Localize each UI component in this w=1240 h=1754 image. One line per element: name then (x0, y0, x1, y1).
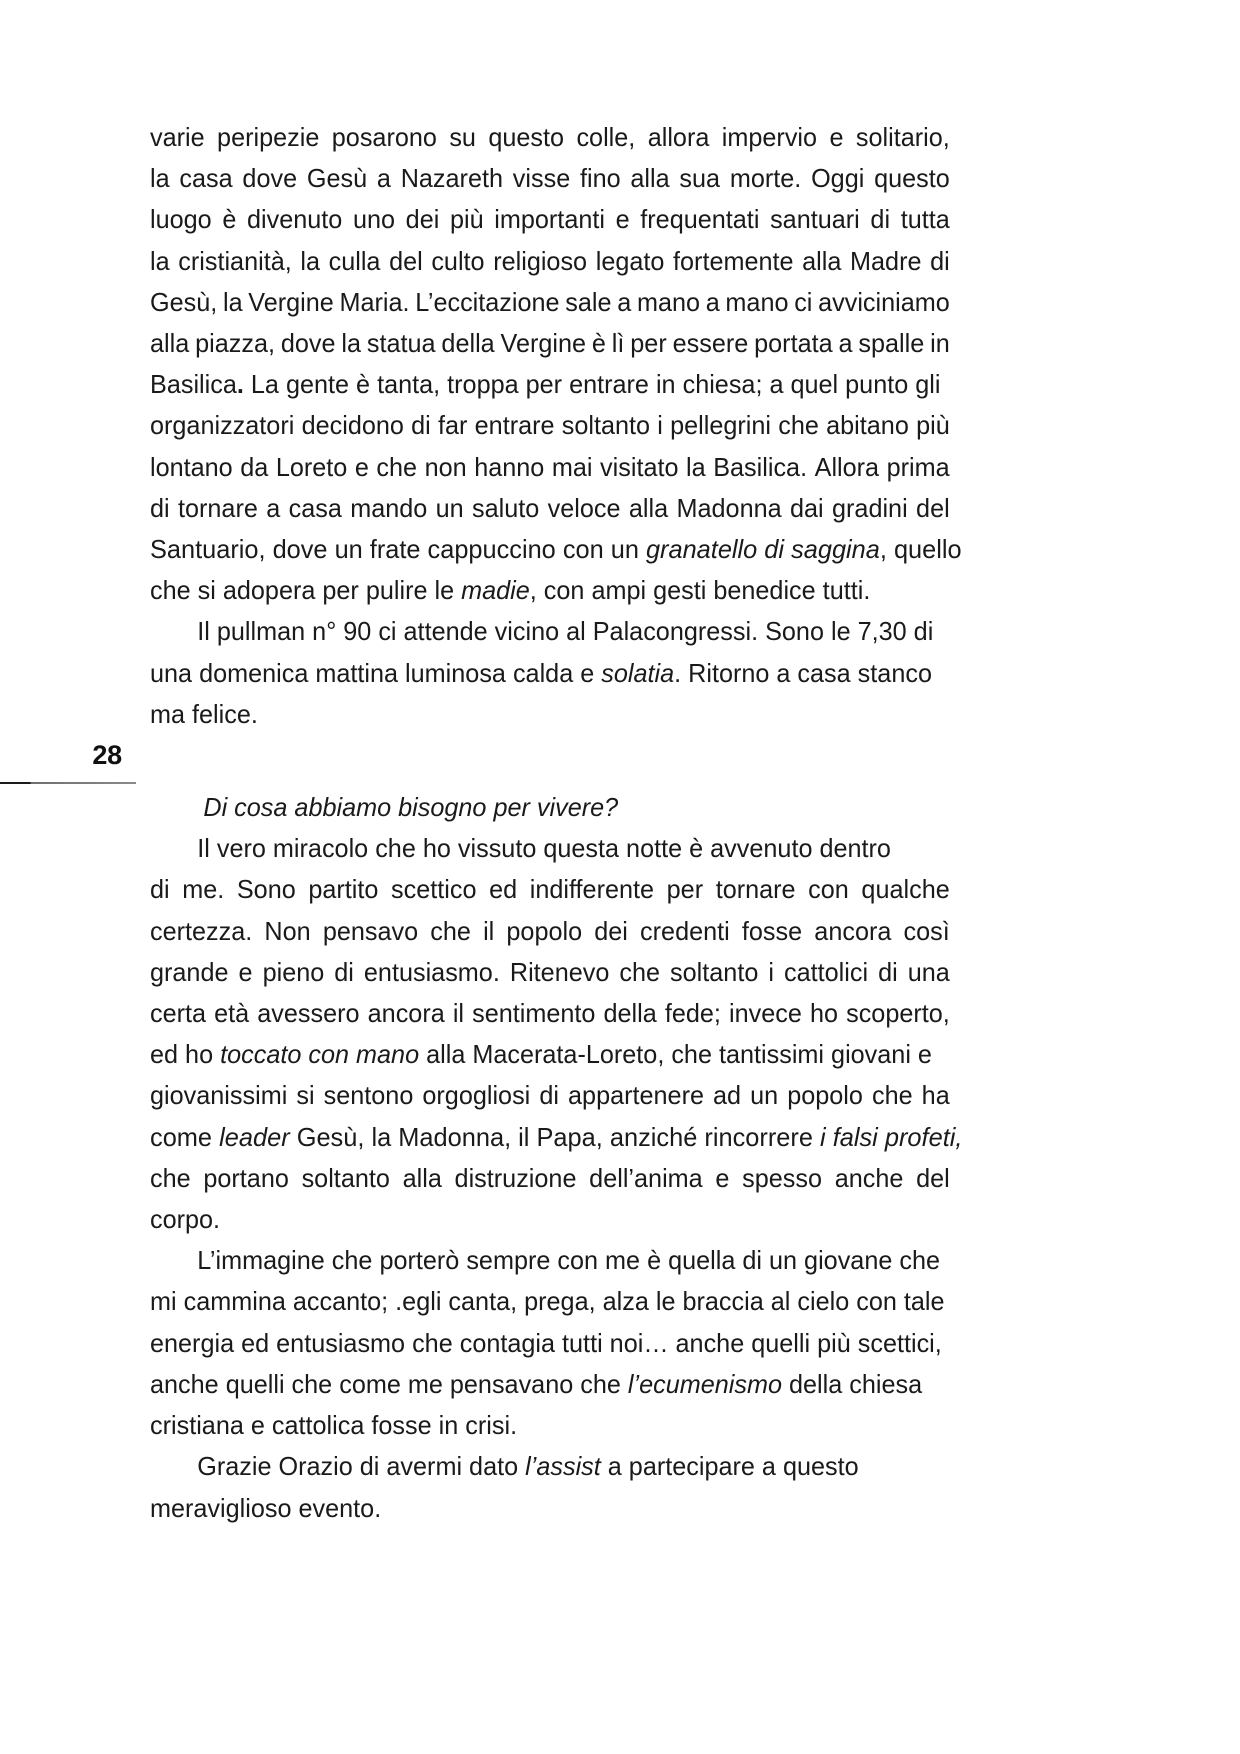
word: sale (565, 288, 612, 317)
section-subheading (156, 788, 956, 829)
word: spalle (858, 330, 925, 359)
word: del (389, 247, 423, 276)
section-gap (150, 736, 962, 788)
text-line (150, 324, 950, 365)
word: alla (802, 247, 842, 276)
word: tornare (715, 876, 796, 905)
word: far (437, 412, 468, 441)
bold-period: . (236, 371, 244, 400)
line-text: cristiana e cattolica fosse in crisi. (150, 1412, 518, 1441)
word: fino (579, 165, 621, 194)
text-line (150, 406, 950, 447)
text-line (150, 571, 950, 612)
text-line (150, 1118, 963, 1159)
word: uno (352, 206, 396, 235)
word: e (829, 124, 844, 152)
line-text-part: Santuario, dove un frate cappuccino con un (150, 536, 646, 565)
word: più (449, 206, 484, 235)
word: ha (921, 1082, 950, 1111)
word: mano (725, 288, 789, 317)
word: mano (636, 288, 701, 317)
text-line (150, 1324, 950, 1365)
word: soltanto (301, 1164, 390, 1193)
line-text-part: della chiesa (782, 1370, 923, 1399)
word: dell’anima (589, 1164, 703, 1193)
word: sentimento (472, 1000, 596, 1029)
word: ci (794, 288, 813, 317)
word: per (666, 876, 704, 905)
word: i (768, 958, 774, 987)
text-line (150, 489, 950, 530)
word: Oggi (811, 165, 865, 194)
page-number: 28 (92, 740, 122, 770)
word: di (870, 206, 891, 235)
italic-phrase: granatello di saggina (645, 536, 880, 565)
word: invece (729, 1000, 802, 1029)
word: me. (182, 876, 225, 905)
line-text: L’immagine che porterò sempre con me è quella di un giovane che (197, 1247, 941, 1276)
word: che (619, 958, 661, 987)
word: del (916, 1164, 950, 1193)
word: alla (630, 165, 670, 194)
word: la (341, 330, 362, 359)
line-text-part: a partecipare a questo (600, 1453, 859, 1482)
text-line (150, 994, 950, 1035)
text-column (150, 118, 962, 1530)
word: orgogliosi (422, 1082, 531, 1111)
word: varie (150, 124, 205, 152)
word: con (808, 876, 849, 905)
paragraph-2 (150, 612, 962, 736)
line-text-part: alla Macerata-Loreto, che tantissimi giovani e (419, 1041, 932, 1070)
folio-rule (0, 782, 136, 784)
word: L’eccitazione (415, 288, 560, 317)
line-text-part: ed ho (150, 1041, 221, 1070)
word: tornare (177, 494, 258, 523)
word: frequentati (640, 206, 760, 235)
text-line (150, 118, 950, 159)
word: ad (713, 1082, 742, 1111)
italic-phrase: i falsi profeti, (820, 1123, 963, 1152)
word: pieno (262, 958, 325, 987)
text-line (150, 1365, 950, 1406)
word: Gesù (306, 165, 368, 194)
word: a (705, 288, 720, 317)
word: è (591, 330, 606, 359)
word: visitato (600, 453, 679, 482)
text-line (150, 1282, 950, 1323)
folio-block (0, 742, 136, 802)
word: anche (834, 1164, 904, 1193)
word: tutta (900, 206, 950, 235)
text-line (150, 829, 950, 870)
word: giovanissimi (150, 1082, 288, 1111)
word: della (603, 1000, 657, 1029)
word: Maria. (339, 288, 410, 317)
word: di (411, 412, 431, 441)
word: la (150, 247, 170, 276)
text-line (150, 448, 950, 489)
text-line (150, 1200, 950, 1241)
word: Madre (850, 247, 922, 276)
word: cristianità, (178, 247, 292, 276)
word: organizzatori (150, 412, 295, 441)
word: Non (264, 917, 311, 946)
word: la (686, 453, 706, 482)
word: e (354, 453, 369, 482)
word: Loreto (275, 453, 348, 482)
word: la (150, 165, 170, 194)
word: grande (150, 958, 229, 987)
word: ancora (367, 1000, 445, 1029)
subheading-text: Di cosa abbiamo bisogno per vivere? (203, 794, 619, 823)
word: ed (489, 876, 518, 905)
word: entusiasmo. (363, 958, 500, 987)
text-line (150, 870, 950, 911)
word: così (903, 917, 950, 946)
word: hanno (474, 453, 545, 482)
word: a (266, 494, 281, 523)
word: di (150, 876, 170, 905)
italic-phrase: l’ecumenismo (627, 1370, 783, 1399)
word: soltanto (561, 412, 651, 441)
word: religioso (493, 247, 588, 276)
word: casa (179, 165, 233, 194)
word: e (715, 1164, 730, 1193)
word: di (930, 247, 950, 276)
italic-phrase: solatia (601, 659, 675, 688)
text-line (150, 1035, 950, 1076)
word: il (483, 917, 495, 946)
word: peripezie (217, 124, 320, 152)
word: sentono (323, 1082, 414, 1111)
line-text: meraviglioso evento. (150, 1494, 382, 1523)
line-text: ma felice. (150, 700, 258, 729)
word: alla (628, 494, 669, 523)
word: credenti (640, 917, 730, 946)
word: legato (595, 247, 665, 276)
word: piazza, (195, 330, 275, 359)
word: della (441, 330, 495, 359)
word: certa (150, 1000, 207, 1029)
word: cattolici (783, 958, 869, 987)
word: una (907, 958, 950, 987)
italic-phrase: toccato con mano (220, 1041, 420, 1070)
word: un (750, 1082, 779, 1111)
word: che (150, 1164, 191, 1193)
word: che (376, 453, 418, 482)
word: mai (551, 453, 593, 482)
word: avessero (257, 1000, 360, 1029)
word: a (838, 330, 853, 359)
word: questo (874, 165, 950, 194)
text-line (150, 695, 950, 736)
paragraph-5 (150, 1447, 962, 1529)
word: di (150, 494, 170, 523)
line-text-part: Gesù, la Madonna, il Papa, anziché rincorrere (289, 1123, 821, 1152)
line-text-part: . Ritorno a casa stanco (674, 659, 932, 688)
word: impervio (721, 124, 818, 152)
word: culla (328, 247, 381, 276)
line-text-part: , con ampi gesti benedice tutti. (529, 577, 871, 606)
word: divenuto (247, 206, 343, 235)
word: è (222, 206, 237, 235)
text-line (150, 1241, 950, 1282)
word: popolo (506, 917, 583, 946)
word: mando (350, 494, 428, 523)
line-text-part: , quello (879, 536, 962, 565)
word: Allora (814, 453, 880, 482)
word: alla (402, 1164, 442, 1193)
word: a (376, 165, 391, 194)
word: da (240, 453, 269, 482)
word: soltanto (670, 958, 759, 987)
line-text-part: Grazie Orazio di avermi dato (197, 1453, 526, 1482)
word: Sono (236, 876, 296, 905)
line-text: Il pullman n° 90 ci attende vicino al Palacongressi. Sono le 7,30 di (197, 618, 934, 647)
line-text-part: anche quelli che come me pensavano che (150, 1370, 628, 1399)
word: del (916, 494, 950, 523)
word: di (878, 958, 898, 987)
line-text: mi cammina accanto; .egli canta, prega, alza le braccia al cielo con tale (150, 1288, 945, 1317)
word: per (630, 330, 667, 359)
word: su (449, 124, 476, 152)
word: colle, (576, 124, 636, 152)
word: certezza. (150, 917, 253, 946)
word: saluto (472, 494, 540, 523)
paragraph-3 (150, 829, 962, 1241)
word: sua (679, 165, 721, 194)
line-text: energia ed entusiasmo che contagia tutti noi… anche quelli più scettici, (150, 1329, 942, 1358)
word: un (435, 494, 464, 523)
word: distruzione (454, 1164, 577, 1193)
word: statua (366, 330, 436, 359)
word: ho (809, 1000, 839, 1029)
word: Vergine (248, 288, 334, 317)
word: decidono (301, 412, 404, 441)
word: Madonna (676, 494, 782, 523)
text-line (150, 912, 950, 953)
word: e (238, 958, 253, 987)
word: qualche (861, 876, 950, 905)
text-line (150, 283, 950, 324)
word: in (930, 330, 950, 359)
line-text-part: Basilica (150, 371, 237, 400)
text-line (150, 200, 950, 241)
word: si (296, 1082, 315, 1111)
word: partito (308, 876, 379, 905)
paragraph-4 (150, 1241, 962, 1447)
text-line (150, 365, 950, 406)
word: Vergine (500, 330, 587, 359)
word: veloce (547, 494, 621, 523)
word: lì (611, 330, 625, 359)
word: popolo (787, 1082, 863, 1111)
word: e (615, 206, 630, 235)
word: morte. (729, 165, 802, 194)
word: appartenere (568, 1082, 704, 1111)
text-line (150, 612, 950, 653)
word: prima (886, 453, 950, 482)
word: che (871, 1082, 913, 1111)
word: di (539, 1082, 559, 1111)
word: entrare (474, 412, 555, 441)
word: scettico (391, 876, 477, 905)
text-line (150, 242, 950, 283)
word: dei (594, 917, 628, 946)
word: di (334, 958, 354, 987)
word: alla (150, 330, 190, 359)
text-line (150, 953, 950, 994)
word: età (214, 1000, 250, 1029)
word: Basilica. (713, 453, 808, 482)
line-text: corpo. (150, 1206, 221, 1235)
paragraph-1 (150, 118, 962, 612)
line-text-part: come (150, 1123, 220, 1152)
word: fede; (664, 1000, 721, 1029)
subheading-block (150, 788, 962, 829)
word: la (300, 247, 320, 276)
word: solitario, (855, 124, 950, 152)
word: scoperto, (846, 1000, 950, 1029)
word: Ritenevo (509, 958, 610, 987)
word: i (657, 412, 663, 441)
word: pensavo (322, 917, 419, 946)
italic-phrase: madie (461, 577, 530, 606)
italic-phrase: leader (219, 1123, 290, 1152)
word: santuari (770, 206, 860, 235)
word: dove (280, 330, 336, 359)
word: più (916, 412, 950, 441)
word: gradini (832, 494, 908, 523)
line-text-part: La gente è tanta, troppa per entrare in chiesa; a quel punto gli (250, 371, 941, 400)
word: Gesù, (150, 288, 218, 317)
word: che (430, 917, 471, 946)
text-line (150, 530, 962, 571)
line-text-part: che si adopera per pulire le (150, 577, 462, 606)
word: spesso (742, 1164, 823, 1193)
word: a (617, 288, 632, 317)
word: non (424, 453, 467, 482)
word: Nazareth (400, 165, 503, 194)
word: culto (431, 247, 485, 276)
word: essere (672, 330, 749, 359)
word: portano (203, 1164, 289, 1193)
text-line (150, 1076, 950, 1117)
word: questo (488, 124, 565, 152)
text-line (150, 1489, 950, 1530)
line-text: Il vero miracolo che ho vissuto questa notte è avvenuto dentro (197, 835, 891, 864)
word: posarono (331, 124, 437, 152)
italic-phrase: l’assist (525, 1453, 601, 1482)
text-line (150, 159, 950, 200)
line-text-part: una domenica mattina luminosa calda e (150, 659, 602, 688)
text-line (150, 654, 950, 695)
text-line (150, 1159, 950, 1200)
word: portata (754, 330, 833, 359)
word: lontano (150, 453, 233, 482)
word: abitano (826, 412, 909, 441)
word: allora (647, 124, 710, 152)
word: dove (242, 165, 298, 194)
word: pellegrini (670, 412, 772, 441)
word: avviciniamo (818, 288, 950, 317)
word: ancora (814, 917, 892, 946)
word: dei (405, 206, 440, 235)
word: indifferente (529, 876, 655, 905)
word: il (452, 1000, 465, 1029)
word: fosse (741, 917, 803, 946)
word: casa (288, 494, 342, 523)
word: visse (512, 165, 571, 194)
word: fortemente (673, 247, 794, 276)
word: importanti (494, 206, 605, 235)
word: che (778, 412, 819, 441)
word: luogo (150, 206, 212, 235)
word: dai (790, 494, 824, 523)
text-line (150, 1447, 950, 1488)
word: la (222, 288, 243, 317)
text-line (150, 1406, 950, 1447)
